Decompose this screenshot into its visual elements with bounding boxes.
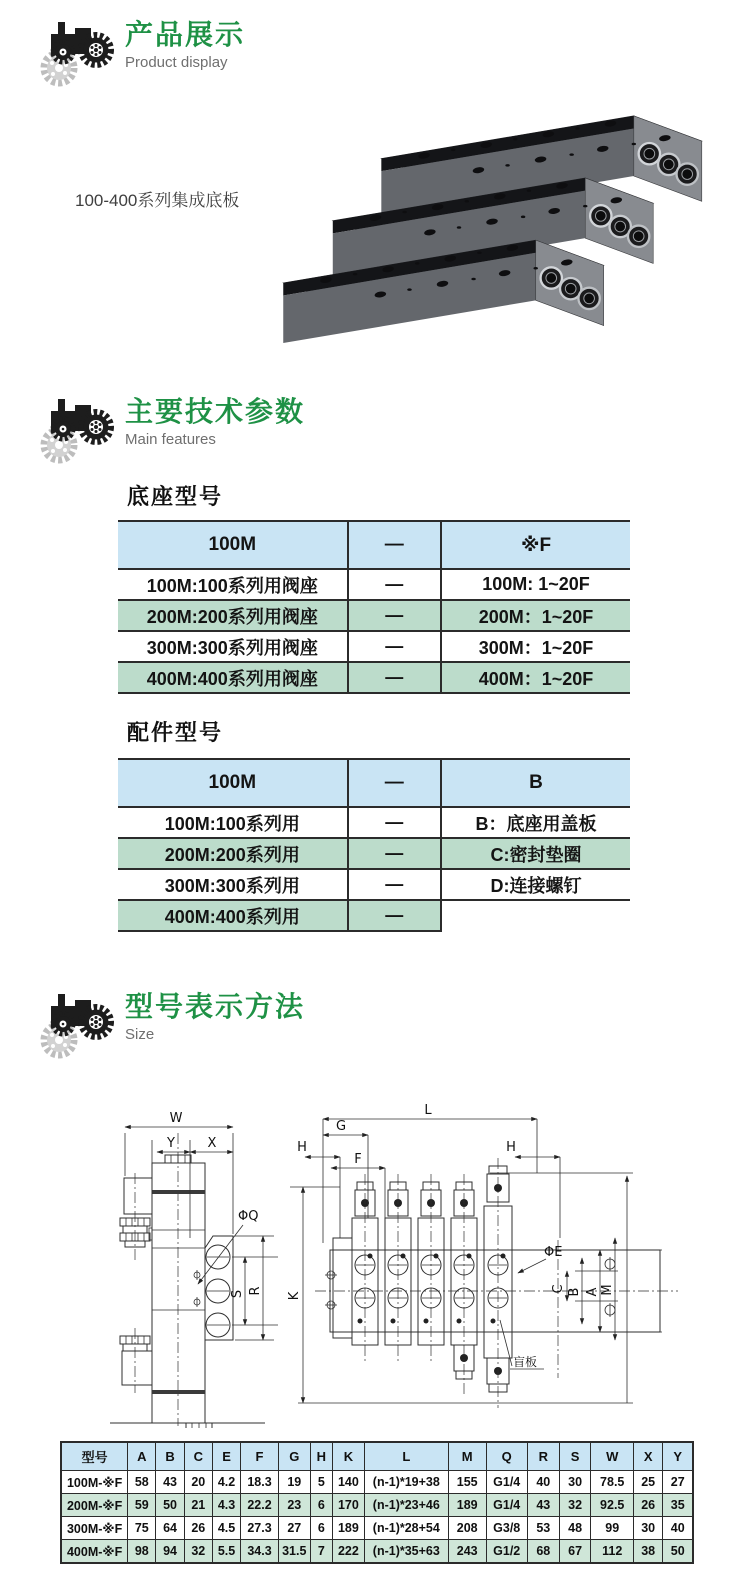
- dim-label-g: G: [335, 1119, 347, 1134]
- table-cell: 25: [633, 1471, 662, 1494]
- table-row: [118, 838, 630, 869]
- column-header: —: [348, 759, 441, 807]
- section-header-product-display: [33, 16, 245, 88]
- section-header-size: [33, 988, 305, 1060]
- table-cell: —: [348, 900, 441, 931]
- table-header-row: [118, 521, 630, 569]
- base-table-title: 底座型号: [127, 484, 224, 509]
- table-cell: 4.3: [212, 1494, 240, 1517]
- side-view: [110, 1111, 278, 1428]
- section-title-cn: 产品展示: [125, 19, 246, 50]
- table-cell: 64: [156, 1517, 184, 1540]
- table-cell: 59: [128, 1494, 156, 1517]
- section-title-en: Product display: [125, 53, 228, 71]
- table-cell: 189: [333, 1517, 365, 1540]
- table-cell: 38: [633, 1540, 662, 1564]
- table-cell: 5: [310, 1471, 332, 1494]
- table-cell: 99: [591, 1517, 633, 1540]
- table-row: [61, 1471, 693, 1494]
- table-cell: 23: [278, 1494, 310, 1517]
- dimension-table: [60, 1441, 694, 1564]
- table-row: [118, 631, 630, 662]
- table-cell: 48: [559, 1517, 591, 1540]
- table-cell: 100M: 1~20F: [441, 569, 630, 600]
- product-caption: 100-400系列集成底板: [75, 191, 240, 210]
- table-row: [118, 807, 630, 838]
- table-cell: 300M：1~20F: [441, 631, 630, 662]
- section-title-en: Size: [125, 1025, 155, 1043]
- table-cell: 32: [559, 1494, 591, 1517]
- table-cell: 27: [278, 1517, 310, 1540]
- table-row: [118, 600, 630, 631]
- dim-label-phi-q: ΦQ: [238, 1209, 259, 1224]
- table-cell: 300M-※F: [61, 1517, 128, 1540]
- table-cell: 32: [184, 1540, 212, 1564]
- table-cell: 30: [559, 1471, 591, 1494]
- column-header: —: [348, 521, 441, 569]
- table-cell: 35: [663, 1494, 693, 1517]
- dim-label-m: M: [600, 1284, 615, 1296]
- dim-label-w: W: [169, 1111, 183, 1126]
- table-cell: 30: [633, 1517, 662, 1540]
- table-cell: 112: [591, 1540, 633, 1564]
- column-header: E: [212, 1442, 240, 1471]
- table-cell: G1/4: [486, 1471, 527, 1494]
- table-cell: —: [348, 600, 441, 631]
- dim-label-s: S: [230, 1289, 245, 1299]
- tractor-gear-icon: [33, 393, 119, 465]
- table-cell: C:密封垫圈: [441, 838, 630, 869]
- table-cell: G1/2: [486, 1540, 527, 1564]
- table-cell: —: [348, 838, 441, 869]
- dim-label-c: C: [551, 1284, 566, 1294]
- table-cell: 4.5: [212, 1517, 240, 1540]
- table-cell: B：底座用盖板: [441, 807, 630, 838]
- table-cell: 53: [527, 1517, 559, 1540]
- table-row: [61, 1540, 693, 1564]
- table-cell: G1/4: [486, 1494, 527, 1517]
- dim-label-a: A: [585, 1287, 600, 1297]
- table-cell: —: [348, 569, 441, 600]
- section-title-cn: 型号表示方法: [125, 991, 306, 1022]
- table-cell: 170: [333, 1494, 365, 1517]
- table-cell: 100M:100系列用: [118, 807, 348, 838]
- table-cell: 18.3: [241, 1471, 279, 1494]
- table-cell: 94: [156, 1540, 184, 1564]
- table-row: [61, 1494, 693, 1517]
- table-header-row: [61, 1442, 693, 1471]
- section-header-main-features: [33, 393, 305, 465]
- tractor-gear-icon: [33, 988, 119, 1060]
- base-model-table: [118, 520, 630, 694]
- table-cell: 4.2: [212, 1471, 240, 1494]
- dim-label-l: L: [424, 1103, 432, 1118]
- table-cell: 6: [310, 1494, 332, 1517]
- table-cell: 300M:300系列用: [118, 869, 348, 900]
- column-header: S: [559, 1442, 591, 1471]
- column-header: H: [310, 1442, 332, 1471]
- column-header: A: [128, 1442, 156, 1471]
- table-cell: 6: [310, 1517, 332, 1540]
- table-cell: 43: [527, 1494, 559, 1517]
- column-header: L: [364, 1442, 448, 1471]
- table-cell: 22.2: [241, 1494, 279, 1517]
- table-cell: 200M:200系列用阀座: [118, 600, 348, 631]
- column-header: B: [441, 759, 630, 807]
- table-cell: (n-1)*35+63: [364, 1540, 448, 1564]
- table-cell: 40: [527, 1471, 559, 1494]
- table-cell: 400M-※F: [61, 1540, 128, 1564]
- table-header-row: [118, 759, 630, 807]
- table-cell: 92.5: [591, 1494, 633, 1517]
- dim-label-r: R: [248, 1286, 263, 1296]
- table-row: [118, 569, 630, 600]
- table-cell: 43: [156, 1471, 184, 1494]
- tractor-gear-icon: [33, 16, 119, 88]
- column-header: ※F: [441, 521, 630, 569]
- table-cell: 58: [128, 1471, 156, 1494]
- column-header: F: [241, 1442, 279, 1471]
- table-cell: 50: [156, 1494, 184, 1517]
- table-cell: 40: [663, 1517, 693, 1540]
- table-cell: —: [348, 631, 441, 662]
- section-title-cn: 主要技术参数: [125, 396, 306, 427]
- dim-label-h: H: [297, 1140, 307, 1155]
- column-header: Y: [663, 1442, 693, 1471]
- table-cell: D:连接螺钉: [441, 869, 630, 900]
- table-cell: 75: [128, 1517, 156, 1540]
- table-cell: 400M:400系列用: [118, 900, 348, 931]
- table-cell: 208: [448, 1517, 486, 1540]
- table-cell: —: [348, 662, 441, 693]
- table-cell: 300M:300系列用阀座: [118, 631, 348, 662]
- column-header: M: [448, 1442, 486, 1471]
- table-cell: 7: [310, 1540, 332, 1564]
- table-cell: 50: [663, 1540, 693, 1564]
- column-header: W: [591, 1442, 633, 1471]
- dim-label-k: K: [287, 1291, 302, 1301]
- table-cell: 98: [128, 1540, 156, 1564]
- table-cell: 155: [448, 1471, 486, 1494]
- table-row: [118, 662, 630, 693]
- table-cell: 26: [184, 1517, 212, 1540]
- accessory-table-title: 配件型号: [127, 720, 224, 745]
- table-cell: 200M：1~20F: [441, 600, 630, 631]
- table-row: [118, 869, 630, 900]
- column-header: G: [278, 1442, 310, 1471]
- table-cell: 67: [559, 1540, 591, 1564]
- table-cell: —: [348, 807, 441, 838]
- column-header: Q: [486, 1442, 527, 1471]
- column-header: X: [633, 1442, 662, 1471]
- table-cell: [441, 900, 630, 931]
- table-cell: 78.5: [591, 1471, 633, 1494]
- dim-label-b: B: [567, 1287, 582, 1297]
- table-cell: 68: [527, 1540, 559, 1564]
- table-row: [61, 1517, 693, 1540]
- table-cell: 200M-※F: [61, 1494, 128, 1517]
- table-cell: 27.3: [241, 1517, 279, 1540]
- table-cell: 5.5: [212, 1540, 240, 1564]
- blind-plate-label: 盲板: [513, 1355, 538, 1369]
- dim-label-f: F: [354, 1152, 362, 1167]
- column-header: 型号: [61, 1442, 128, 1471]
- table-cell: 222: [333, 1540, 365, 1564]
- top-view: [297, 1103, 678, 1408]
- table-cell: —: [348, 869, 441, 900]
- dim-label-h2: H: [506, 1140, 516, 1155]
- dim-label-x: X: [207, 1136, 217, 1151]
- table-cell: 140: [333, 1471, 365, 1494]
- table-cell: 243: [448, 1540, 486, 1564]
- column-header: B: [156, 1442, 184, 1471]
- table-cell: 20: [184, 1471, 212, 1494]
- table-cell: 26: [633, 1494, 662, 1517]
- table-cell: 400M:400系列用阀座: [118, 662, 348, 693]
- table-cell: (n-1)*28+54: [364, 1517, 448, 1540]
- table-cell: 189: [448, 1494, 486, 1517]
- table-cell: 19: [278, 1471, 310, 1494]
- product-photo-manifold-blocks: [278, 110, 708, 345]
- table-cell: 21: [184, 1494, 212, 1517]
- table-cell: (n-1)*19+38: [364, 1471, 448, 1494]
- table-cell: 100M:100系列用阀座: [118, 569, 348, 600]
- accessory-model-table: [118, 758, 630, 932]
- table-cell: G3/8: [486, 1517, 527, 1540]
- dimension-drawing: [50, 1078, 710, 1428]
- table-cell: 34.3: [241, 1540, 279, 1564]
- table-cell: 27: [663, 1471, 693, 1494]
- column-header: K: [333, 1442, 365, 1471]
- table-row: [118, 900, 630, 931]
- section-title-en: Main features: [125, 430, 216, 448]
- table-cell: 100M-※F: [61, 1471, 128, 1494]
- column-header: C: [184, 1442, 212, 1471]
- table-cell: (n-1)*23+46: [364, 1494, 448, 1517]
- dim-label-y: Y: [167, 1136, 175, 1151]
- table-cell: 400M：1~20F: [441, 662, 630, 693]
- table-cell: 31.5: [278, 1540, 310, 1564]
- dim-label-phi-e: ΦE: [544, 1245, 563, 1260]
- column-header: 100M: [118, 521, 348, 569]
- table-cell: 200M:200系列用: [118, 838, 348, 869]
- column-header: R: [527, 1442, 559, 1471]
- column-header: 100M: [118, 759, 348, 807]
